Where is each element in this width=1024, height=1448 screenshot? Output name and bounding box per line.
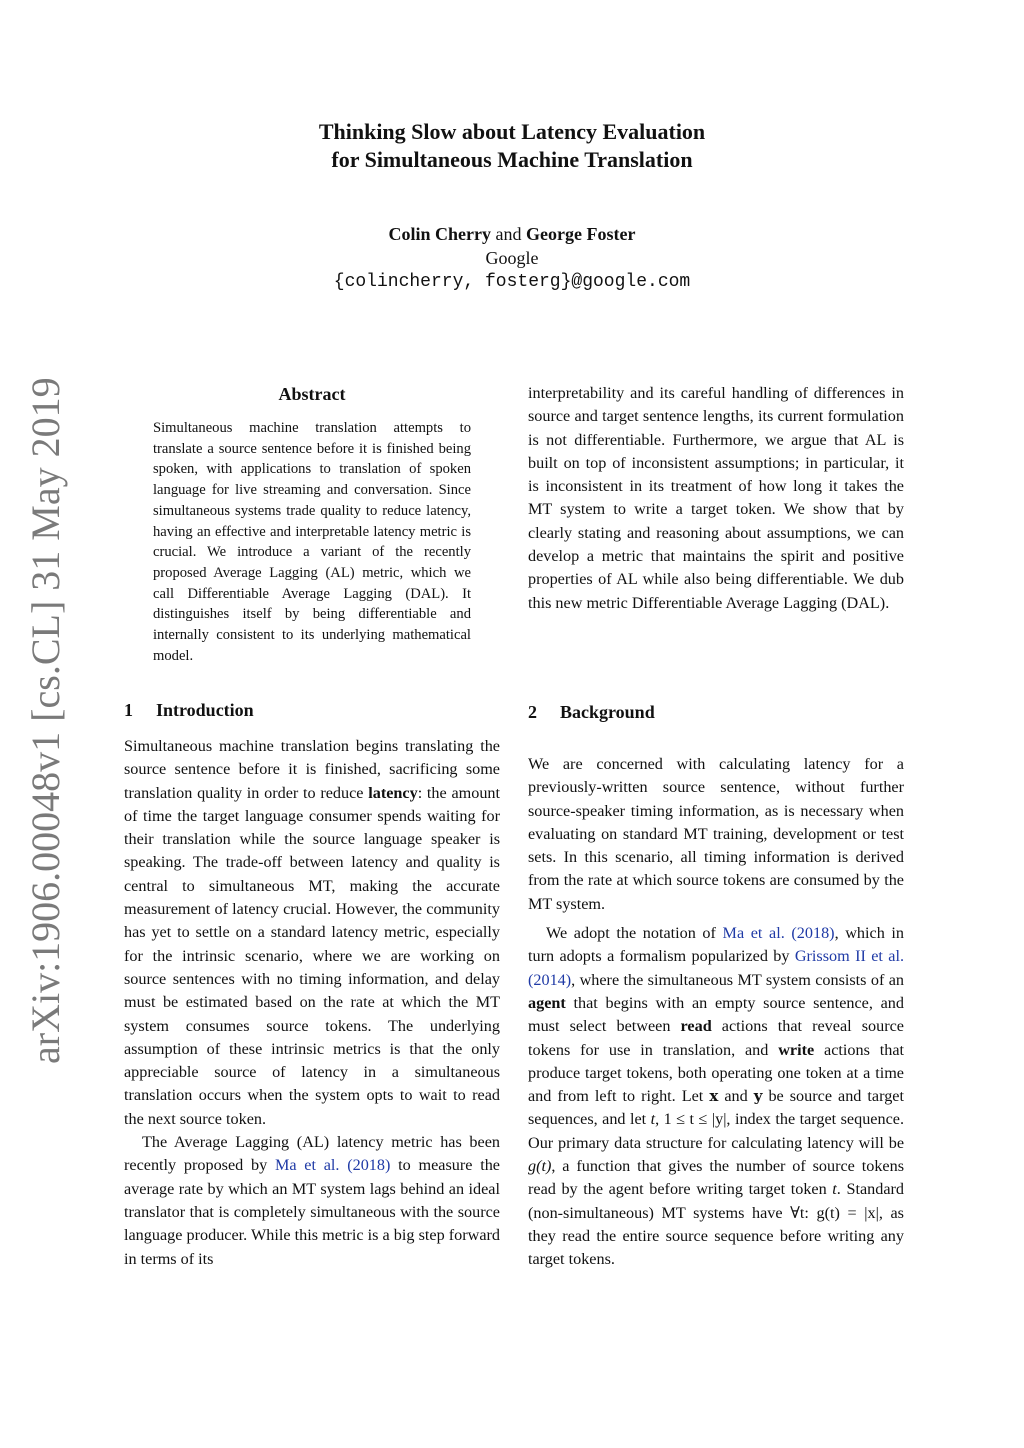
author-conjunction: and <box>495 224 522 244</box>
author-names <box>200 222 824 246</box>
intro-body <box>124 735 500 1271</box>
section-1-title: Introduction <box>156 700 254 720</box>
symbol-x: x <box>709 1087 719 1106</box>
term-latency: latency <box>368 783 418 802</box>
author-1: Colin Cherry <box>388 224 492 244</box>
section-2-title: Background <box>560 702 655 722</box>
intro-paragraph-1: Simultaneous machine translation begins translating the source sentence before it is finished, sacrificing some translation quality in order to reduce latency: the amount of time the target language consumer spends waiting for their translation while the source language speaker is speaking. The trade-off between latency and quality is central to simultaneous MT, making the accurate measurement of latency crucial. However, the community has yet to settle on a standard latency metric, especially for the intrinsic scenario, where we are working on source sentences with no timing information, and delay must be estimated based on the rate at which the MT system consumes source tokens. The underlying assumption of these intrinsic metrics is that the only appreciable source of latency in a simultaneous translation occurs when the system opts to wait to read the next source token. <box>124 737 501 1128</box>
intro-continuation <box>528 382 904 615</box>
title-line-1: Thinking Slow about Latency Evaluation <box>318 119 706 144</box>
symbol-y: y <box>753 1087 763 1106</box>
term-write: write <box>778 1040 815 1059</box>
title-line-2: for Simultaneous Machine Translation <box>331 147 693 172</box>
abstract-text: Simultaneous machine translation attempts to translate a source sentence before it is finished being spoken, with applications to translation of spoken language for live streaming and conversation. Since simultaneous systems trade quality to reduce latency, having an effective and interpretable latency metric is crucial. We introduce a variant of the recently proposed Average Lagging (AL) metric, which we call Differentiable Average Lagging (DAL). It distinguishes itself by being differentiable and internally consistent to its underlying mathematical model. <box>153 420 471 664</box>
affiliation: Google <box>485 248 539 268</box>
arxiv-identifier: arXiv:1906.00048v1 [cs.CL] 31 May 2019 <box>23 377 68 1064</box>
citation-grissom-2014[interactable]: Grissom II et al. (2014) <box>528 947 904 989</box>
abstract-heading: Abstract <box>278 384 346 404</box>
background-paragraph-1: We are concerned with calculating latency for a previously-written source sentence, without further source-speaker timing information, as is necessary when evaluating on standard MT training, development or test sets. In this scenario, all timing information is derived from the rate at which source tokens are consumed by the MT system. <box>528 755 904 913</box>
background-paragraph-2: We adopt the notation of Ma et al. (2018), which in turn adopts a formalism popularized by Grissom II et al. (2014), where the simultaneous MT system consists of an agent that begins with an empty source sentence, and must select between read actions that reveal source tokens for use in translation, and write actions that produce target tokens, both operating one token at a time and from left to right. Let x and y be source and target sequences, and let t, 1 ≤ t ≤ |y|, index the target sequence. Our primary data structure for calculating latency will be g(t), a function that gives the number of source tokens read by the agent before writing target token t. Standard (non-simultaneous) MT systems have ∀t: g(t) = |x|, as they read the entire source sequence before writing any target tokens. <box>528 924 904 1269</box>
symbol-g-of-t: g(t) <box>528 1157 552 1176</box>
section-2-heading <box>528 702 655 723</box>
author-email: {colincherry, fosterg}@google.com <box>333 272 691 292</box>
citation-ma-2018[interactable]: Ma et al. (2018) <box>274 1156 391 1175</box>
section-1-heading <box>124 700 254 721</box>
author-2: George Foster <box>526 224 636 244</box>
symbol-t: t <box>650 1110 656 1129</box>
intro-paragraph-3: interpretability and its careful handling of differences in source and target sentence lengths, its current formulation is not differentiable. Furthermore, we argue that AL is built on top of inconsistent assumptions; in particular, it is inconsistent in its treatment of how long it takes the MT system to write a target token. We show that by clearly stating and reasoning about assumptions, we can develop a metric that maintains the spirit and positive properties of AL while also being differentiable. We dub this new metric Differentiable Average Lagging (DAL). <box>528 384 904 612</box>
background-body <box>528 753 904 1272</box>
intro-paragraph-2: The Average Lagging (AL) latency metric has been recently proposed by Ma et al. (2018) to measure the average rate by which an MT system lags behind an ideal translator that is completely simultaneous with the source language producer. While this metric is a big step forward in terms of its <box>124 1133 500 1268</box>
term-agent: agent <box>528 993 566 1012</box>
author-block <box>200 222 824 294</box>
paper-title <box>200 118 824 174</box>
section-1-number: 1 <box>124 700 133 720</box>
citation-ma-2018-b[interactable]: Ma et al. (2018) <box>722 924 835 943</box>
section-2-number: 2 <box>528 702 537 722</box>
symbol-t-2: t <box>832 1180 837 1199</box>
term-read: read <box>680 1017 712 1036</box>
